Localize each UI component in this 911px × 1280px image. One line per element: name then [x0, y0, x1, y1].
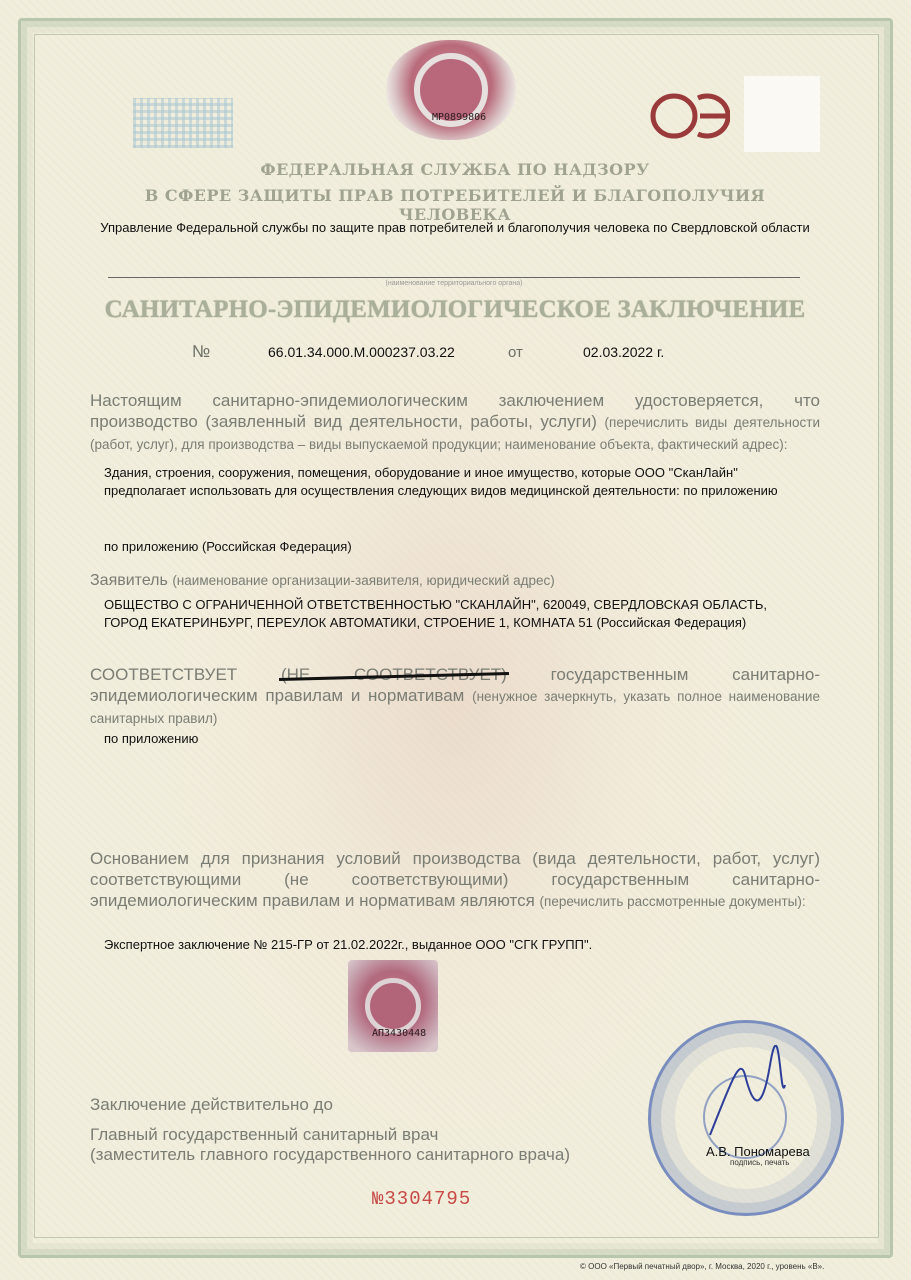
- blank-box: [744, 76, 820, 152]
- applicant-heading: [90, 570, 820, 591]
- document-number: 66.01.34.000.М.000237.03.22: [268, 344, 455, 360]
- validity-label: Заключение действительно до: [90, 1095, 333, 1114]
- signer-subtitle: (заместитель главного государственного санитарного врача): [90, 1145, 570, 1164]
- hologram-bottom-code: АП3430448: [372, 1028, 427, 1039]
- signature: [700, 1045, 790, 1145]
- not-complies-struck: (НЕ СООТВЕТСТВУЕТ): [280, 665, 507, 684]
- conformity-statement: [90, 664, 820, 729]
- certify-text: Здания, строения, сооружения, помещения, оборудование и иное имущество, которые ООО "СканЛайн" предполагает использовать для осуществления следующих видов медицинской деятельности: по приложению: [104, 465, 778, 498]
- basis-lead: Основанием для признания условий производства (вида деятельности, работ, услуг) соответствующими (не соответствующими) государственным санитарно-эпидемиологическим правилам и нормативам являются: [90, 849, 820, 910]
- hologram-bottom: [348, 960, 438, 1052]
- header-line-1: ФЕДЕРАЛЬНАЯ СЛУЖБА ПО НАДЗОРУ: [260, 160, 650, 179]
- basis-statement: [90, 848, 820, 912]
- hologram-emblem-icon: [365, 978, 421, 1034]
- agency-name: Управление Федеральной службы по защите прав потребителей и благополучия человека по Свердловской области: [100, 220, 810, 235]
- agency-caption: (наименование территориального органа): [385, 280, 523, 287]
- basis-note: (перечислить рассмотренные документы):: [539, 894, 806, 909]
- date-label: от: [508, 344, 523, 361]
- applicant-label: Заявитель: [90, 572, 168, 589]
- applicant-note: (наименование организации-заявителя, юридический адрес): [172, 573, 555, 588]
- applicant-text: ОБЩЕСТВО С ОГРАНИЧЕННОЙ ОТВЕТСТВЕННОСТЬЮ "СКАНЛАЙН", 620049, СВЕРДЛОВСКАЯ ОБЛАСТЬ, ГОРОД ЕКАТЕРИНБУРГ, ПЕРЕУЛОК АВТОМАТИКИ, СТРОЕНИЕ 1, КОМНАТА 51 (Российская Федерация): [104, 597, 767, 630]
- agency-rule: [108, 277, 800, 278]
- hologram-top-code: МР0899806: [432, 112, 487, 123]
- document-title: САНИТАРНО-ЭПИДЕМИОЛОГИЧЕСКОЕ ЗАКЛЮЧЕНИЕ: [104, 296, 806, 323]
- signer-title: Главный государственный санитарный врач: [90, 1125, 439, 1144]
- conformity-text: по приложению: [104, 731, 199, 746]
- conformity-note: (ненужное зачеркнуть, указать полное наименование санитарных правил): [90, 689, 820, 726]
- complies-text: СООТВЕТСТВУЕТ: [90, 665, 238, 684]
- certify-lead-text: Настоящим санитарно-эпидемиологическим заключением удостоверяется, что производство (заявленный вид деятельности, работы, услуги): [90, 391, 820, 431]
- signature-caption: подпись, печать: [730, 1158, 790, 1167]
- serial-number: №3304795: [372, 1188, 472, 1210]
- ce-mark-icon: [650, 92, 730, 140]
- conformity-rest: государственным санитарно-эпидемиологическим правилам и нормативам: [90, 665, 820, 705]
- certify-lead-note: (перечислить виды деятельности (работ, услуг), для производства – виды выпускаемой продукции; наименование объекта, фактический адрес):: [90, 415, 820, 452]
- printer-footer: © ООО «Первый печатный двор», г. Москва, 2020 г., уровень «В».: [580, 1262, 825, 1271]
- document-date: 02.03.2022 г.: [583, 344, 665, 360]
- signer-name: А.В. Пономарева: [706, 1144, 810, 1159]
- security-pattern: [133, 98, 233, 148]
- header-line-2: В СФЕРЕ ЗАЩИТЫ ПРАВ ПОТРЕБИТЕЛЕЙ И БЛАГОПОЛУЧИЯ ЧЕЛОВЕКА: [144, 186, 766, 224]
- hologram-top: [386, 40, 516, 140]
- basis-text: Экспертное заключение № 215-ГР от 21.02.2022г., выданное ООО "СГК ГРУПП".: [104, 937, 593, 952]
- number-label: №: [192, 342, 211, 361]
- certify-lead: [90, 390, 820, 455]
- certify-region: по приложению (Российская Федерация): [104, 539, 352, 554]
